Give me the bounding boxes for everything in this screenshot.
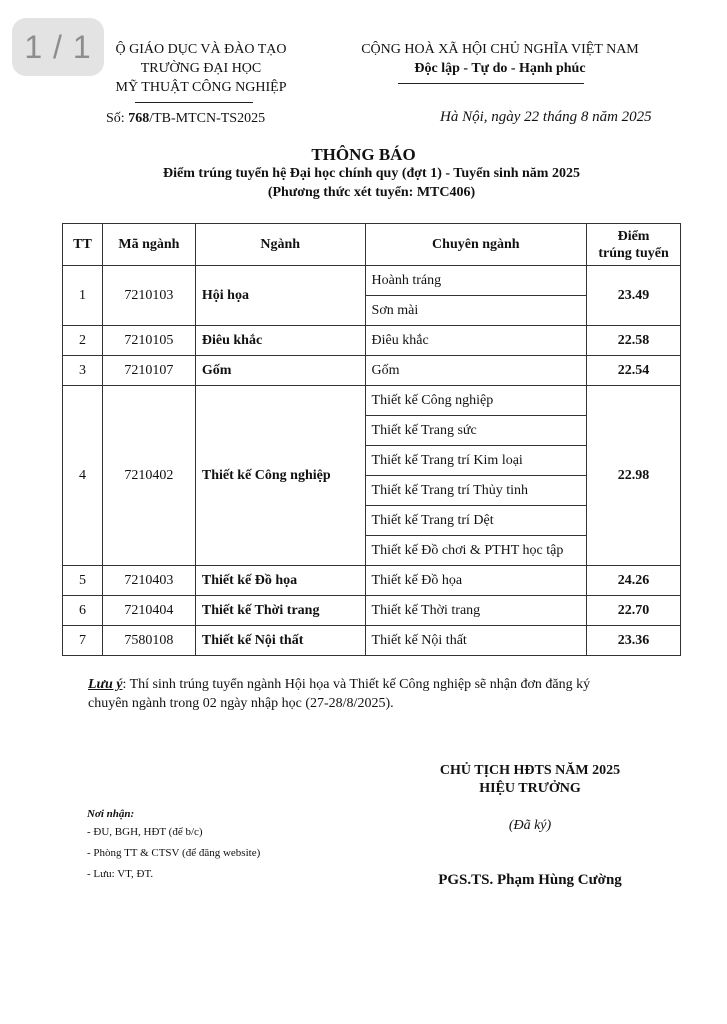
note-label: Lưu ý bbox=[88, 677, 123, 692]
cell-spec: Gốm bbox=[365, 356, 587, 386]
note-line1 bbox=[88, 675, 688, 694]
signed-mark: (Đã ký) bbox=[508, 818, 552, 833]
cell-score: 22.58 bbox=[587, 326, 681, 356]
table-row bbox=[63, 386, 681, 416]
ministry-name: Ộ GIÁO DỤC VÀ ĐÀO TẠO bbox=[115, 42, 287, 57]
cell-major: Hội họa bbox=[195, 266, 365, 326]
recipient-item: - Lưu: VT, ĐT. bbox=[87, 868, 154, 880]
cell-spec: Thiết kế Trang trí Kim loại bbox=[365, 446, 587, 476]
doc-prefix: Số: bbox=[106, 111, 129, 126]
cell-tt: 2 bbox=[63, 326, 103, 356]
header-major: Ngành bbox=[195, 224, 365, 266]
admission-score-table bbox=[62, 223, 681, 656]
cell-score: 24.26 bbox=[587, 566, 681, 596]
cell-major: Điêu khắc bbox=[195, 326, 365, 356]
cell-code: 7210105 bbox=[102, 326, 195, 356]
cell-spec: Thiết kế Đồ chơi & PTHT học tập bbox=[365, 536, 587, 566]
title-sub2: (Phương thức xét tuyển: MTC406) bbox=[267, 185, 476, 200]
header-score-line2: trúng tuyển bbox=[598, 245, 669, 261]
school-name-line2: MỸ THUẬT CÔNG NGHIỆP bbox=[115, 80, 287, 95]
note-line2: chuyên ngành trong 02 ngày nhập học (27-28/8/2025). bbox=[88, 696, 394, 711]
header-left-underline bbox=[135, 102, 253, 103]
cell-spec: Thiết kế Nội thất bbox=[365, 626, 587, 656]
cell-spec: Điêu khắc bbox=[365, 326, 587, 356]
cell-score: 22.70 bbox=[587, 596, 681, 626]
header-tt: TT bbox=[63, 224, 103, 266]
cell-code: 7580108 bbox=[102, 626, 195, 656]
recipients bbox=[87, 806, 260, 885]
table-row bbox=[63, 356, 681, 386]
recipient-item: - ĐU, BGH, HĐT (để b/c) bbox=[87, 826, 203, 838]
cell-major: Thiết kế Nội thất bbox=[195, 626, 365, 656]
school-name-line1: TRƯỜNG ĐẠI HỌC bbox=[140, 61, 262, 76]
cell-spec: Hoành tráng bbox=[365, 266, 587, 296]
cell-major: Thiết kế Đồ họa bbox=[195, 566, 365, 596]
title-main: THÔNG BÁO bbox=[311, 145, 416, 164]
signer-name: PGS.TS. Phạm Hùng Cường bbox=[438, 872, 622, 888]
cell-code: 7210107 bbox=[102, 356, 195, 386]
header-right-underline bbox=[398, 83, 584, 84]
cell-score: 22.98 bbox=[587, 386, 681, 566]
cell-score: 23.49 bbox=[587, 266, 681, 326]
document-date: Hà Nội, ngày 22 tháng 8 năm 2025 bbox=[440, 109, 652, 125]
doc-suffix: /TB-MTCN-TS2025 bbox=[149, 111, 266, 126]
cell-tt: 5 bbox=[63, 566, 103, 596]
table-row bbox=[63, 326, 681, 356]
signer-role1: CHỦ TỊCH HĐTS NĂM 2025 bbox=[439, 763, 621, 778]
table-row bbox=[63, 566, 681, 596]
note-text1: : Thí sinh trúng tuyển ngành Hội họa và Thiết kế Công nghiệp sẽ nhận đơn đăng ký bbox=[122, 677, 591, 692]
table-header-row bbox=[63, 224, 681, 266]
cell-spec: Thiết kế Trang sức bbox=[365, 416, 587, 446]
cell-tt: 1 bbox=[63, 266, 103, 326]
table-row bbox=[63, 626, 681, 656]
cell-spec: Thiết kế Trang trí Dệt bbox=[365, 506, 587, 536]
doc-num: 768 bbox=[128, 111, 150, 126]
cell-major: Gốm bbox=[195, 356, 365, 386]
recipients-title: Nơi nhận: bbox=[87, 808, 135, 820]
cell-spec: Thiết kế Đồ họa bbox=[365, 566, 587, 596]
motto: Độc lập - Tự do - Hạnh phúc bbox=[414, 61, 586, 76]
cell-spec: Thiết kế Thời trang bbox=[365, 596, 587, 626]
cell-code: 7210403 bbox=[102, 566, 195, 596]
header-code: Mã ngành bbox=[102, 224, 195, 266]
cell-score: 23.36 bbox=[587, 626, 681, 656]
signer-role2: HIỆU TRƯỞNG bbox=[479, 781, 581, 796]
cell-major: Thiết kế Thời trang bbox=[195, 596, 365, 626]
header-score-line1: Điểm bbox=[617, 228, 650, 244]
cell-major: Thiết kế Công nghiệp bbox=[195, 386, 365, 566]
document-number bbox=[106, 111, 265, 127]
title-sub1: Điểm trúng tuyển hệ Đại học chính quy (đợt 1) - Tuyển sinh năm 2025 bbox=[163, 166, 580, 181]
country-name: CỘNG HOÀ XÃ HỘI CHỦ NGHĨA VIỆT NAM bbox=[361, 42, 639, 57]
header-spec: Chuyên ngành bbox=[365, 224, 587, 266]
note bbox=[88, 675, 688, 713]
cell-spec: Sơn mài bbox=[365, 296, 587, 326]
header-score bbox=[587, 224, 681, 266]
cell-tt: 7 bbox=[63, 626, 103, 656]
cell-tt: 6 bbox=[63, 596, 103, 626]
recipient-item: - Phòng TT & CTSV (để đăng website) bbox=[87, 847, 261, 859]
cell-code: 7210404 bbox=[102, 596, 195, 626]
header-right bbox=[330, 40, 670, 78]
header-left bbox=[96, 40, 306, 97]
cell-spec: Thiết kế Trang trí Thủy tinh bbox=[365, 476, 587, 506]
cell-spec: Thiết kế Công nghiệp bbox=[365, 386, 587, 416]
table-row bbox=[63, 596, 681, 626]
cell-tt: 3 bbox=[63, 356, 103, 386]
signature-block bbox=[400, 762, 660, 798]
cell-code: 7210402 bbox=[102, 386, 195, 566]
cell-code: 7210103 bbox=[102, 266, 195, 326]
page-indicator: 1 / 1 bbox=[12, 18, 104, 76]
cell-score: 22.54 bbox=[587, 356, 681, 386]
table-row bbox=[63, 266, 681, 296]
cell-tt: 4 bbox=[63, 386, 103, 566]
